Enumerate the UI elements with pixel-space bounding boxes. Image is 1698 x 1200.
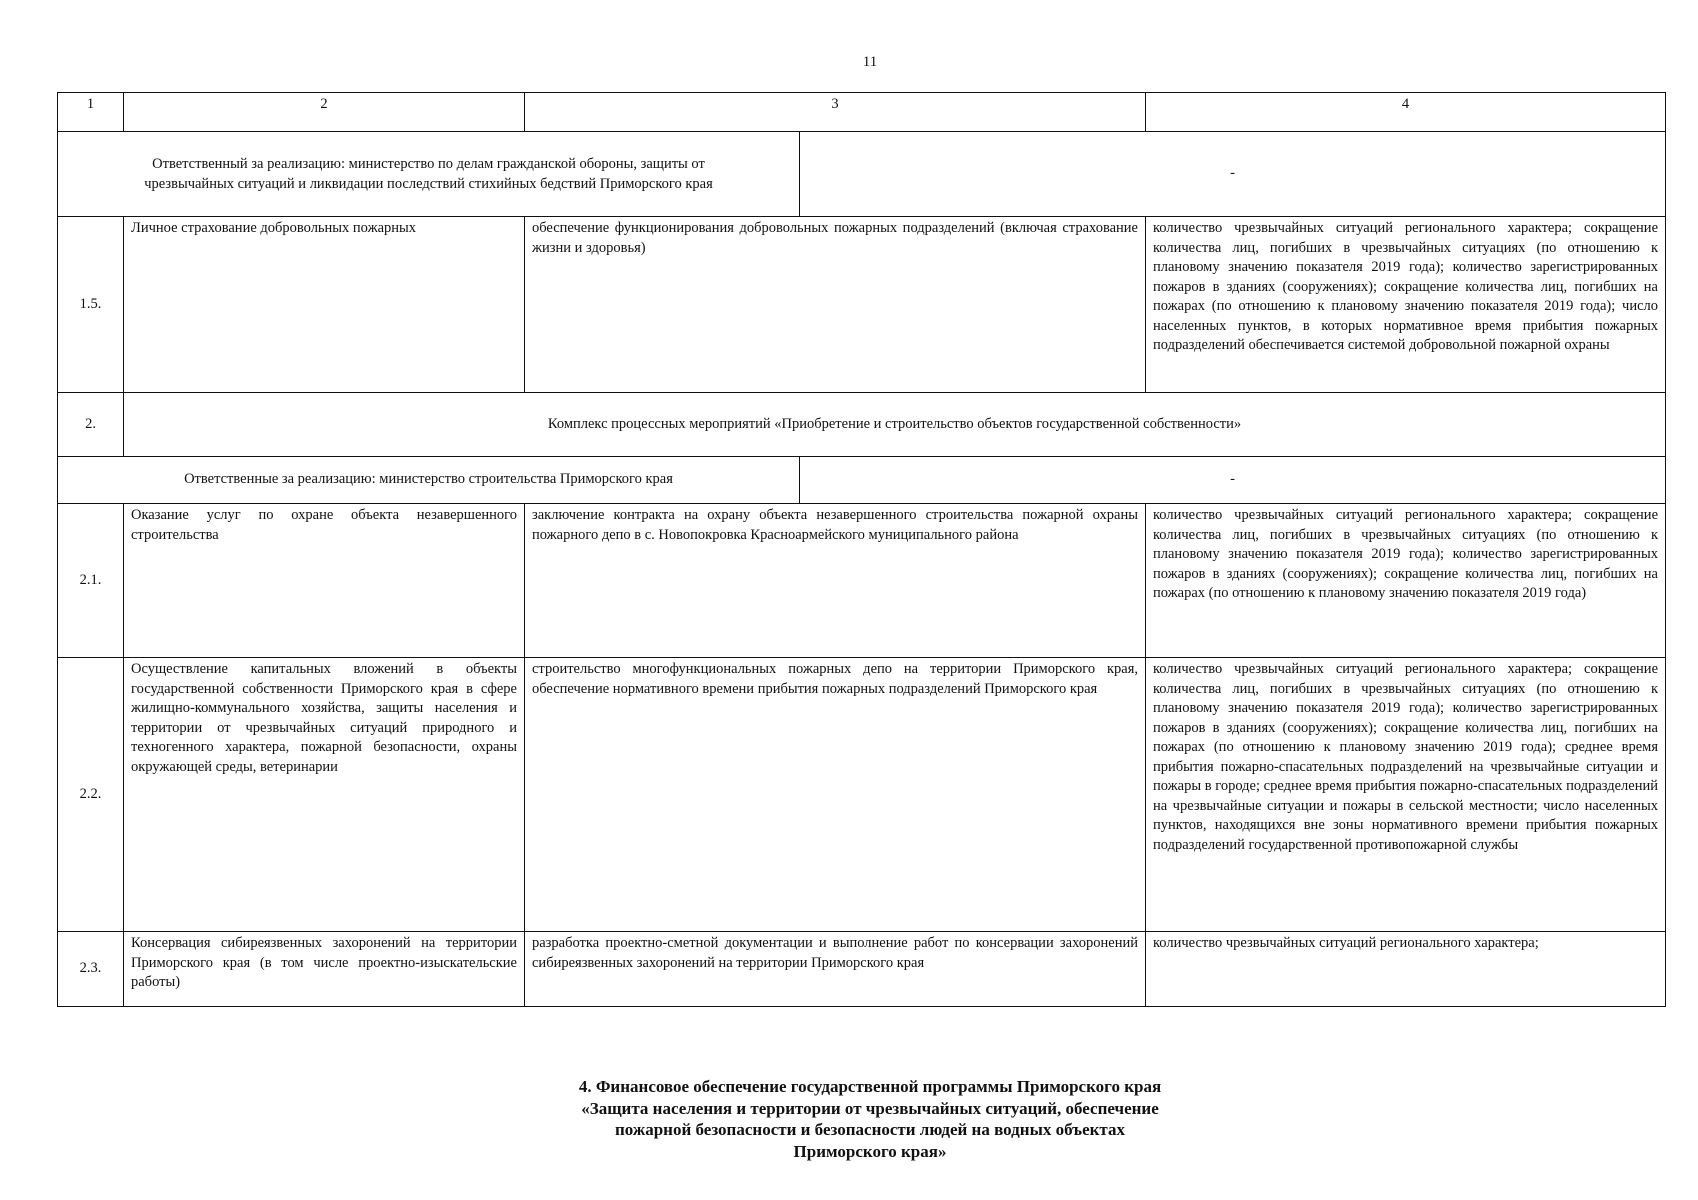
responsible-row-2 [58, 457, 1666, 504]
task-cell: Оказание услуг по охране объекта незавершенного строительства [124, 504, 525, 658]
section-4-line-4: Приморского края» [793, 1141, 947, 1161]
row-number: 2.3. [58, 932, 124, 1007]
indicators-cell: количество чрезвычайных ситуаций регионального характера; [1146, 932, 1666, 1007]
table-row [58, 217, 1666, 393]
header-row [58, 93, 1666, 132]
header-col-2: 2 [124, 93, 525, 132]
row-number: 2.2. [58, 658, 124, 932]
section-4-line-1: 4. Финансовое обеспечение государственной программы Приморского края [578, 1077, 1162, 1096]
complex-title: Комплекс процессных мероприятий «Приобретение и строительство объектов государственной собственности» [124, 393, 1666, 457]
indicators-cell: количество чрезвычайных ситуаций регионального характера; сокращение количества лиц, погибших в чрезвычайных ситуациях (по отношению к плановому значению показателя 2019 года); количество зарегистрированных пожаров в зданиях (сооружениях); сокращение количества лиц, погибших на пожарах (по отношению к плановому значению показателя 2019 года) [1146, 504, 1666, 658]
complex-row [58, 393, 1666, 457]
responsible-value-1: - [800, 132, 1666, 217]
description-cell: заключение контракта на охрану объекта незавершенного строительства пожарной охраны пожарного депо в с. Новопокровка Красноармейского муниципального района [525, 504, 1146, 658]
table-row [58, 504, 1666, 658]
section-4-line-2: «Защита населения и территории от чрезвычайных ситуаций, обеспечение [581, 1098, 1159, 1118]
responsible-row-1 [58, 132, 1666, 217]
complex-number: 2. [58, 393, 124, 457]
responsible-1-line-2: чрезвычайных ситуаций и ликвидации последствий стихийных бедствий Приморского края [144, 176, 713, 192]
section-4-line-3: пожарной безопасности и безопасности людей на водных объектах [615, 1120, 1125, 1139]
task-cell: Осуществление капитальных вложений в объекты государственной собственности Приморского края в сфере жилищно-коммунального хозяйства, защиты населения и территории от чрезвычайных ситуаций природного и техногенного характера, пожарной безопасности, охраны окружающей среды, ветеринарии [124, 658, 525, 932]
page-number: 11 [862, 54, 878, 70]
measures-table [57, 92, 1666, 1007]
header-col-4: 4 [1146, 93, 1666, 132]
description-cell: разработка проектно-сметной документации и выполнение работ по консервации захоронений сибиреязвенных захоронений на территории Приморского края [525, 932, 1146, 1007]
responsible-text-2: Ответственные за реализацию: министерство строительства Приморского края [58, 457, 800, 504]
indicators-cell: количество чрезвычайных ситуаций регионального характера; сокращение количества лиц, погибших в чрезвычайных ситуациях (по отношению к плановому значению показателя 2019 года); количество зарегистрированных пожаров в зданиях (сооружениях); сокращение количества лиц, погибших на пожарах (по отношению к плановому значению показателя 2019 года); число населенных пунктов, в которых нормативное время прибытия пожарных подразделений обеспечивается системой добровольной пожарной охраны [1146, 217, 1666, 393]
description-cell: обеспечение функционирования добровольных пожарных подразделений (включая страхование жизни и здоровья) [525, 217, 1146, 393]
header-col-1: 1 [58, 93, 124, 132]
description-cell: строительство многофункциональных пожарных депо на территории Приморского края, обеспечение нормативного времени прибытия пожарных подразделений Приморского края [525, 658, 1146, 932]
row-number: 2.1. [58, 504, 124, 658]
responsible-value-2: - [800, 457, 1666, 504]
table-row [58, 932, 1666, 1007]
table-row [58, 658, 1666, 932]
row-number: 1.5. [58, 217, 124, 393]
header-col-3: 3 [525, 93, 1146, 132]
responsible-1-line-1: Ответственный за реализацию: министерство по делам гражданской обороны, защиты от [152, 156, 705, 172]
task-cell: Консервация сибиреязвенных захоронений на территории Приморского края (в том числе проектно-изыскательские работы) [124, 932, 525, 1007]
indicators-cell: количество чрезвычайных ситуаций регионального характера; сокращение количества лиц, погибших в чрезвычайных ситуациях (по отношению к плановому значению показателя 2019 года); количество зарегистрированных пожаров в зданиях (сооружениях); сокращение количества лиц, погибших на пожарах (по отношению к плановому значению 2019 года); среднее время прибытия пожарно-спасательных подразделений на чрезвычайные ситуации и пожары в городе; среднее время прибытия пожарно-спасательных подразделений на чрезвычайные ситуации и пожары в сельской местности; число населенных пунктов, находящихся вне зоны нормативного времени прибытия пожарных подразделений государственной противопожарной службы [1146, 658, 1666, 932]
responsible-text-1 [58, 132, 800, 217]
section-4-heading [0, 1076, 1698, 1162]
task-cell: Личное страхование добровольных пожарных [124, 217, 525, 393]
